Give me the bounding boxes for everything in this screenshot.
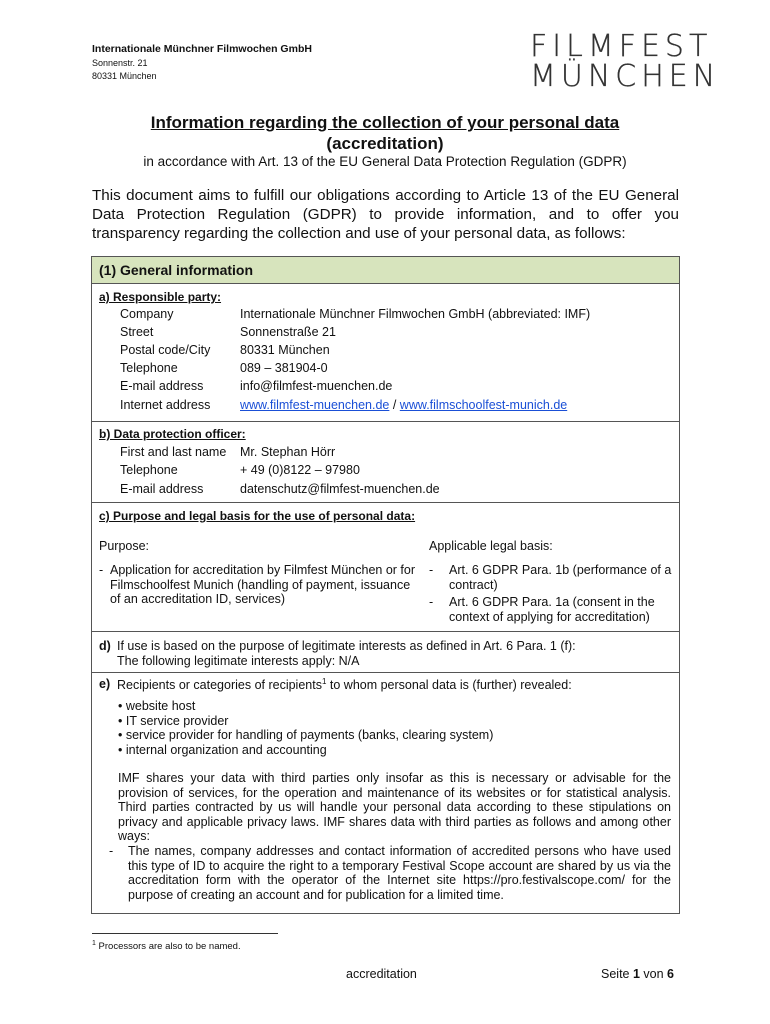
- divider: [92, 421, 679, 422]
- list-item-text: internal organization and accounting: [125, 743, 327, 757]
- field-value: + 49 (0)8122 – 97980: [240, 463, 360, 477]
- recipients-heading: [117, 677, 572, 692]
- field-label: E-mail address: [120, 482, 204, 496]
- general-information-box: [91, 256, 680, 914]
- logo-line-1: FILMFEST: [530, 29, 713, 64]
- divider: [92, 672, 679, 673]
- company-name: Internationale Münchner Filmwochen GmbH: [92, 43, 312, 55]
- link-separator: /: [389, 398, 400, 412]
- footnote-separator: [92, 933, 278, 934]
- total-pages: 6: [667, 967, 674, 981]
- third-party-paragraph: IMF shares your data with third parties only insofar as this is necessary or advisable for the provision of services, for the operation and maintenance of its websites or for statistical analysis. Third parties contracted by us will handle your personal data according to these stipulations on privacy and applicable privacy laws. IMF shares data with third parties as follows and among other ways:: [118, 771, 671, 843]
- footnote-reference: 1: [321, 677, 327, 686]
- field-label: Company: [120, 307, 174, 321]
- field-value: 089 – 381904-0: [240, 361, 328, 375]
- list-item-text: website host: [125, 699, 196, 713]
- page-number: [601, 967, 674, 981]
- field-label: E-mail address: [120, 379, 204, 393]
- company-city: 80331 München: [92, 71, 157, 81]
- filmfest-website-link[interactable]: www.filmfest-muenchen.de: [240, 398, 390, 412]
- document-title-line-2: (accreditation): [326, 134, 444, 153]
- legal-basis-label: Applicable legal basis:: [429, 539, 553, 553]
- legitimate-interests-marker: d): [99, 639, 111, 653]
- field-label: Telephone: [120, 463, 178, 477]
- letterhead-address: [92, 43, 312, 81]
- list-item: • website host: [118, 699, 196, 713]
- legitimate-interests-value: The following legitimate interests apply: N/A: [117, 654, 360, 668]
- field-label: Telephone: [120, 361, 178, 375]
- footnote: [92, 940, 241, 952]
- divider: [92, 631, 679, 632]
- current-page: 1: [632, 967, 640, 981]
- filmschoolfest-website-link[interactable]: www.filmschoolfest-munich.de: [399, 398, 568, 412]
- logo-line-2: MÜNCHEN: [530, 59, 721, 94]
- legal-basis-item: Art. 6 GDPR Para. 1a (consent in the context of applying for accreditation): [449, 595, 655, 624]
- intro-paragraph: This document aims to fulfill our obligations according to Article 13 of the EU General Data Protection Regulation (GDPR) to provide information, and to offer you transparency regarding the collection and use of your personal data, as follows:: [92, 187, 679, 242]
- document-title: Information regarding the collection of your personal data: [150, 113, 620, 132]
- field-label: Street: [120, 325, 154, 339]
- recipients-text-end: to whom personal data is (further) revealed:: [326, 678, 572, 693]
- document-subtitle: in accordance with Art. 13 of the EU General Data Protection Regulation (GDPR): [143, 154, 627, 169]
- legal-basis-dash: -: [429, 595, 434, 609]
- recipients-marker: e): [99, 677, 111, 691]
- legal-basis-dash: -: [429, 563, 434, 577]
- responsible-party-label: a) Responsible party:: [99, 290, 222, 304]
- recipients-text: Recipients or categories of recipients: [117, 678, 322, 693]
- item-dash: -: [109, 844, 114, 858]
- list-item-text: service provider for handling of payments (banks, clearing system): [125, 728, 494, 742]
- field-value: Sonnenstraße 21: [240, 325, 336, 339]
- internet-address-value: [240, 398, 567, 412]
- field-value: Mr. Stephan Hörr: [240, 445, 336, 459]
- section-header: [92, 257, 679, 284]
- divider: [92, 502, 679, 503]
- field-label: Internet address: [120, 398, 211, 412]
- footnote-text: Processors are also to be named.: [98, 941, 241, 953]
- list-item: • IT service provider: [118, 714, 229, 728]
- page-mid: von: [639, 967, 668, 981]
- list-item: • internal organization and accounting: [118, 743, 327, 757]
- field-value: datenschutz@filmfest-muenchen.de: [240, 482, 440, 496]
- purpose-text: Application for accreditation by Filmfest München or for Filmschoolfest Munich (handling of payment, issuance of an accreditation ID, services): [110, 563, 415, 606]
- legitimate-interests-text: If use is based on the purpose of legitimate interests as defined in Art. 6 Para. 1 (f):: [117, 639, 576, 653]
- list-item: • service provider for handling of payments (banks, clearing system): [118, 728, 494, 742]
- section-heading: (1) General information: [99, 262, 254, 278]
- field-value: info@filmfest-muenchen.de: [240, 379, 393, 393]
- data-protection-officer-label: b) Data protection officer:: [99, 427, 246, 441]
- company-street: Sonnenstr. 21: [92, 58, 148, 68]
- field-label: Postal code/City: [120, 343, 211, 357]
- field-label: First and last name: [120, 445, 227, 459]
- purpose-legal-basis-label: c) Purpose and legal basis for the use of personal data:: [99, 509, 416, 523]
- field-value: Internationale Münchner Filmwochen GmbH (abbreviated: IMF): [240, 307, 591, 321]
- footer-document-name: accreditation: [346, 967, 417, 981]
- list-item-text: IT service provider: [125, 714, 229, 728]
- legal-basis-item: Art. 6 GDPR Para. 1b (performance of a contract): [449, 563, 672, 592]
- field-value: 80331 München: [240, 343, 330, 357]
- footnote-mark: 1: [92, 940, 96, 947]
- filmfest-logo: [530, 29, 721, 94]
- purpose-label: Purpose:: [99, 539, 150, 553]
- festival-scope-item: The names, company addresses and contact information of accredited persons who have used this type of ID to acquire the right to a temporary Festival Scope account are shared by us via the accreditation form with the operator of the Internet site https://pro.festivalscope.com/ for the purpose of creating an account and for publication for a limited time.: [128, 844, 671, 902]
- page-prefix: Seite: [601, 967, 633, 981]
- purpose-dash: -: [99, 563, 104, 577]
